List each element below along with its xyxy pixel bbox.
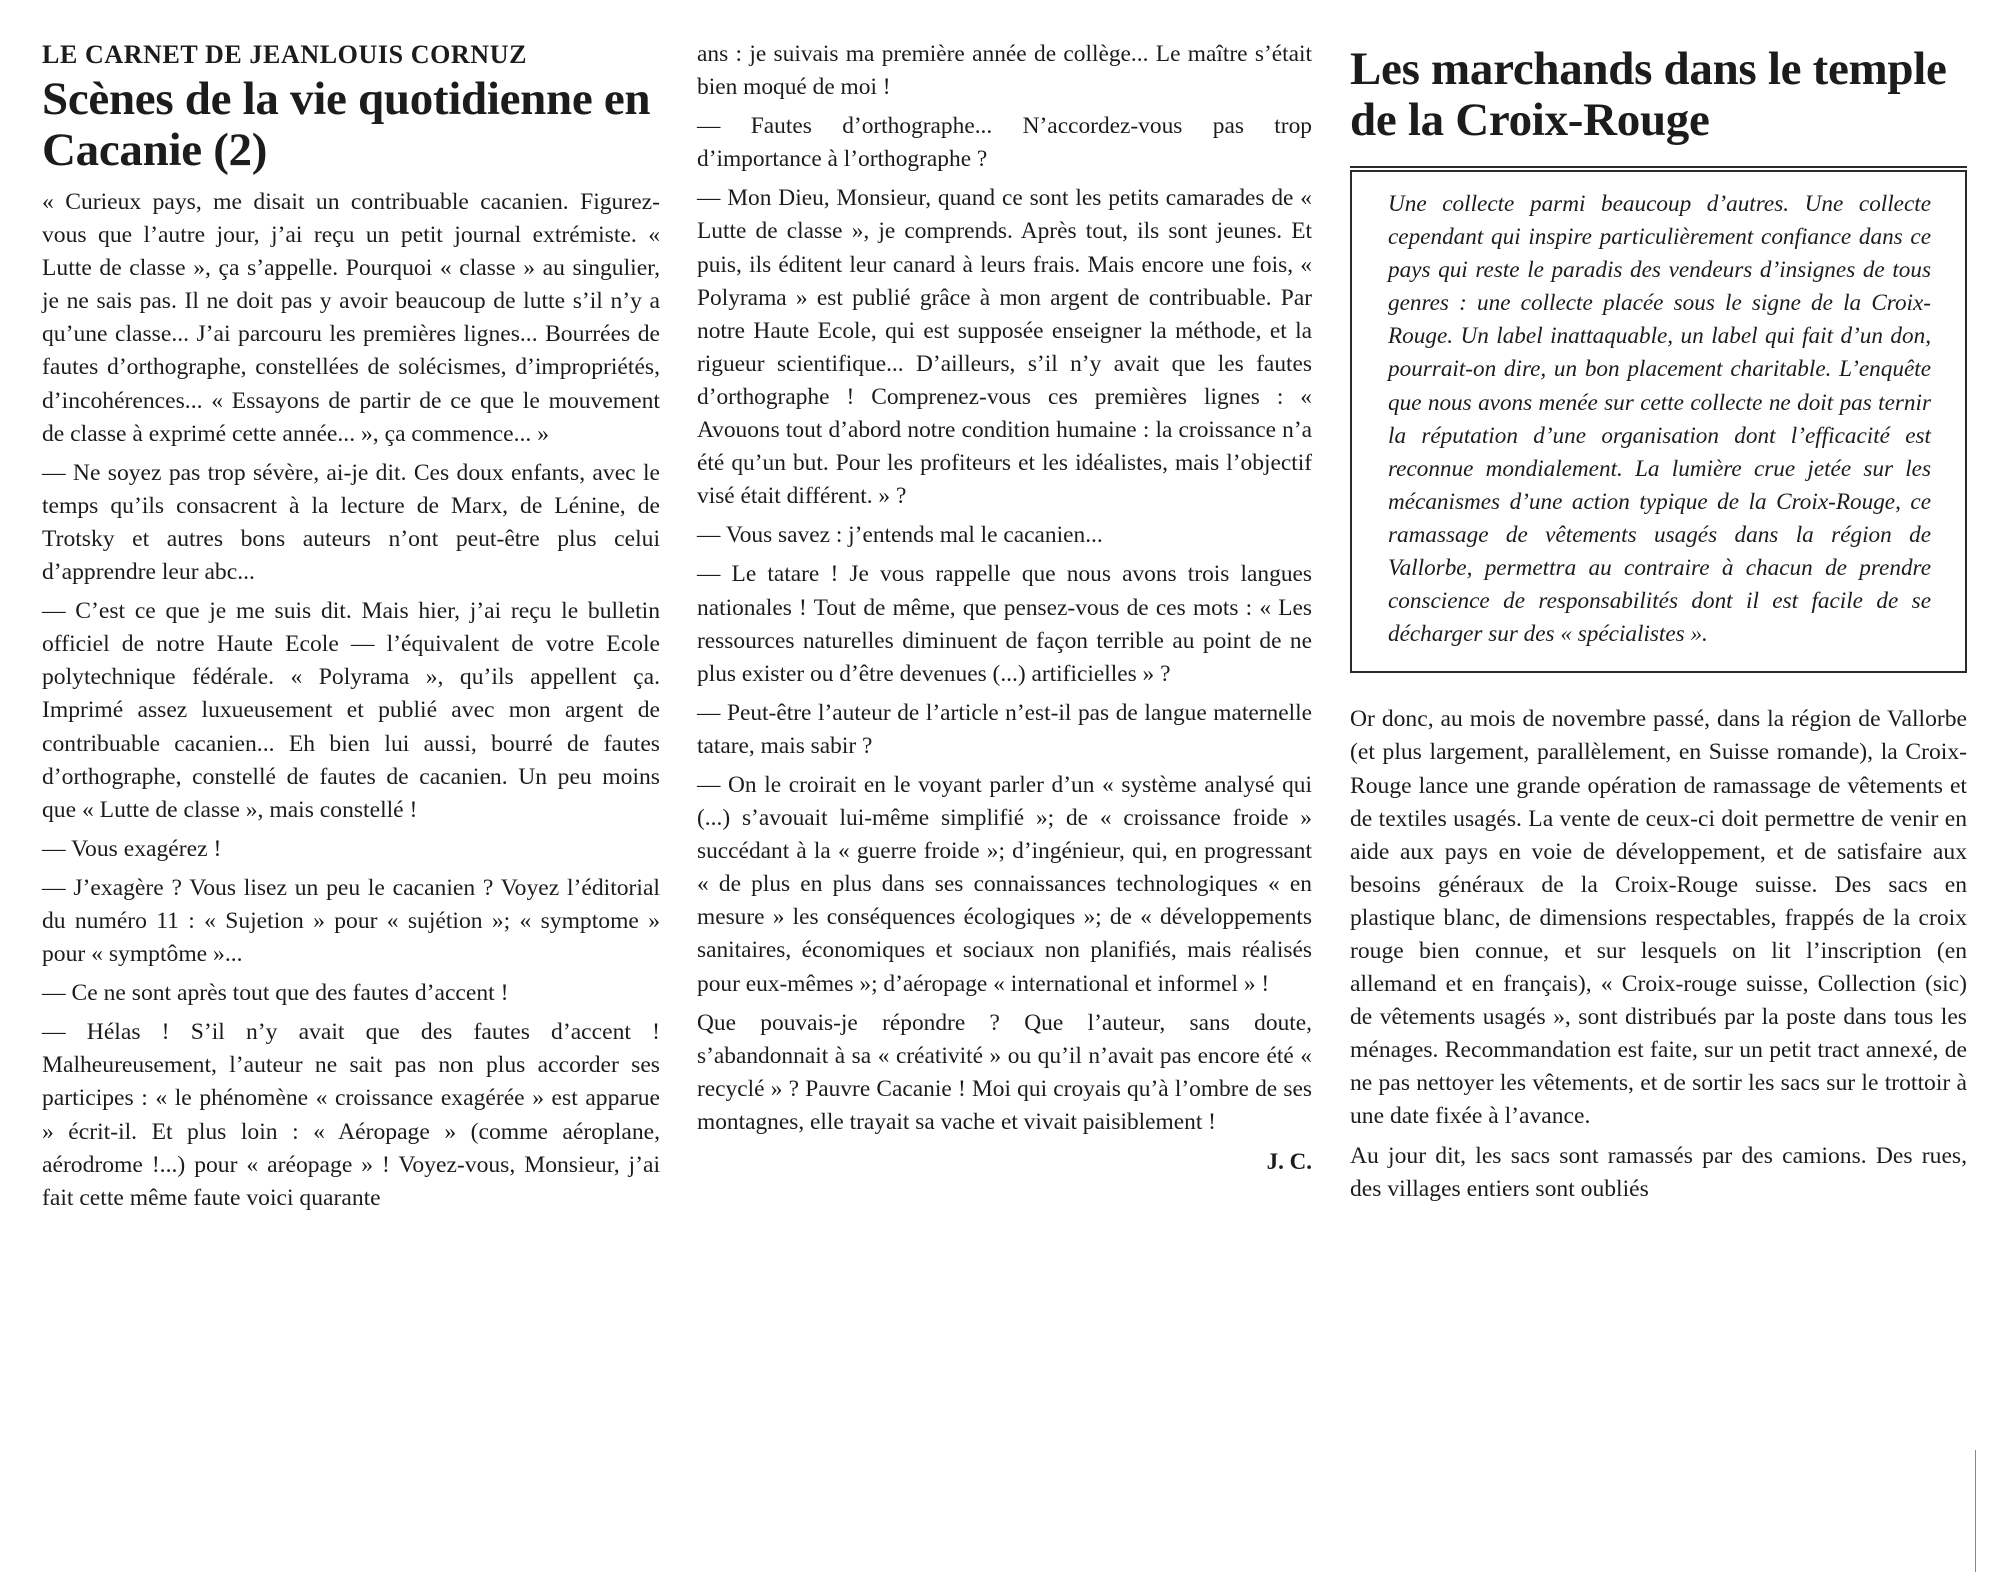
paragraph: — Vous exagérez ! [42, 835, 222, 862]
page-edge-line [1975, 1450, 1976, 1572]
column-kicker: LE CARNET DE JEANLOUIS CORNUZ [42, 40, 528, 69]
article-body-croix-rouge [1350, 703, 1967, 1205]
paragraph: — Ce ne sont après tout que des fautes d’accent ! [42, 980, 509, 1007]
paragraph: — Le tatare ! Je vous rappelle que nous avons trois langues nationales ! Tout de même, que pensez-vous de ces mots : « Les ressources naturelles diminuent de façon terrible au point de ne plus exister ou d’être devenues (...) artificielles » ? [697, 561, 1312, 687]
paragraph: Au jour dit, les sacs sont ramassés par des camions. Des rues, des villages entiers sont oubliés [1350, 1142, 1967, 1202]
paragraph: — Vous savez : j’entends mal le cacanien... [697, 522, 1103, 549]
paragraph: — Fautes d’orthographe... N’accordez-vous pas trop d’importance à l’orthographe ? [697, 113, 1312, 173]
column-right [1350, 38, 1967, 1212]
article-body-cacanie-part2 [697, 38, 1312, 1139]
paragraph: — Mon Dieu, Monsieur, quand ce sont les petits camarades de « Lutte de classe », je comprends. Après tout, ils sont jeunes. Et puis, ils éditent leur canard à leurs frais. Mais encore une fois, « Polyrama » est publié grâce à mon argent de contribuable. Par notre Haute Ecole, qui est supposée enseigner la méthode, et la rigueur scientifique... D’ailleurs, s’il n’y avait que les fautes d’orthographe ! Comprenez-vous ces premières lignes : « Avouons tout d’abord notre condition humaine : la croissance n’a été qu’un but. Pour les profiteurs et les idéalistes, mais l’objectif visé était différent. » ? [697, 185, 1312, 510]
paragraph: — Hélas ! S’il n’y avait que des fautes d’accent ! Malheureusement, l’auteur ne sait pas non plus accorder ses participes : « le phénomène « croissance exagérée » est apparue » écrit-il. Et plus loin : « Aéropage » (comme aéroplane, aérodrome !...) pour « aréopage » ! Voyez-vous, Monsieur, j’ai fait cette même faute voici quarante [42, 1019, 660, 1211]
article-intro-text: Une collecte parmi beaucoup d’autres. Une collecte cependant qui inspire particulièrement confiance dans ce pays qui reste le paradis des vendeurs d’insignes de tous genres : une collecte placée sous le signe de la Croix-Rouge. Un label inattaquable, un label qui fait d’un don, pourrait-on dire, un bon placement charitable. L’enquête que nous avons menée sur cette collecte ne doit pas ternir la réputation d’une organisation dont l’efficacité est reconnue mondialement. La lumière crue jetée sur les mécanismes d’une action typique de la Croix-Rouge, ce ramassage de vêtements usagés dans la région de Vallorbe, permettra au contraire à chacun de prendre conscience de responsabilités dont il est facile de se décharger sur des « spécialistes ». [1388, 191, 1931, 648]
intro-top-rule [1350, 166, 1967, 168]
paragraph: « Curieux pays, me disait un contribuable cacanien. Figurez-vous que l’autre jour, j’ai reçu un petit journal extrémiste. « Lutte de classe », ça s’appelle. Pourquoi « classe » au singulier, je ne sais pas. Il ne doit pas y avoir beaucoup de lutte s’il n’y a qu’une classe... J’ai parcouru les premières lignes... Bourrées de fautes d’orthographe, constellées de solécismes, d’impropriétés, d’incohérences... « Essayons de partir de ce que le mouvement de classe à exprimé cette année... », ça commence... » [42, 189, 660, 447]
article-headline-cacanie: Scènes de la vie quotidienne en Cacanie (2) [42, 73, 651, 176]
paragraph: — Ne soyez pas trop sévère, ai-je dit. Ces doux enfants, avec le temps qu’ils consacrent à la lecture de Marx, de Lénine, de Trotsky et autres bons auteurs n’ont peut-être plus celui d’apprendre leur abc... [42, 459, 660, 586]
paragraph: — Peut-être l’auteur de l’article n’est-il pas de langue maternelle tatare, mais sabir ? [697, 699, 1312, 759]
paragraph: ans : je suivais ma première année de collège... Le maître s’était bien moqué de moi ! [697, 41, 1312, 101]
article-headline-croix-rouge: Les marchands dans le temple de la Croix-Rouge [1350, 43, 1947, 146]
paragraph: — C’est ce que je me suis dit. Mais hier, j’ai reçu le bulletin officiel de notre Haute Ecole — l’équivalent de votre Ecole polytechnique fédérale. « Polyrama », qu’ils appellent ça. Imprimé assez luxueusement et publié avec mon argent de contribuable cacanien... Eh bien lui aussi, bourré de fautes d’orthographe, constellé de fautes de cacanien. Un peu moins que « Lutte de classe », mais constellé ! [42, 598, 660, 823]
article-body-cacanie-part1 [42, 186, 660, 1215]
column-middle [697, 38, 1312, 1178]
paragraph: Or donc, au mois de novembre passé, dans la région de Vallorbe (et plus largement, parallèlement, en Suisse romande), la Croix-Rouge lance une grande opération de ramassage de vêtements et de textiles usagés. La vente de ceux-ci doit permettre de venir en aide aux pays en voie de développement, et de satisfaire aux besoins généraux de la Croix-Rouge suisse. Des sacs en plastique blanc, de dimensions respectables, frappés de la croix rouge bien connue, et sur lesquels on lit l’inscription (en allemand et en français), « Croix-rouge suisse, Collection (sic) de vêtements usagés », sont distribués par la poste dans tous les ménages. Recommandation est faite, sur un petit tract annexé, de ne pas nettoyer les vêtements, et de sortir les sacs sur le trottoir à une date fixée à l’avance. [1350, 706, 1967, 1130]
paragraph: — On le croirait en le voyant parler d’un « système analysé qui (...) s’avouait lui-même simplifié »; de « croissance froide » succédant à la « guerre froide »; d’ingénieur, qui, en progressant « de plus en plus dans ses connaissances technologiques « en mesure » les conséquences écologiques »; de « développements sanitaires, économiques et sociaux non planifiés, mais réalisés pour eux-mêmes »; d’aéropage « international et informel » ! [697, 771, 1312, 997]
paragraph: — J’exagère ? Vous lisez un peu le cacanien ? Voyez l’éditorial du numéro 11 : « Sujetion » pour « sujétion »; « symptome » pour « symptôme »... [42, 874, 660, 968]
paragraph: Que pouvais-je répondre ? Que l’auteur, sans doute, s’abandonnait à sa « créativité » ou qu’il n’avait pas encore été « recyclé » ? Pauvre Cacanie ! Moi qui croyais qu’à l’ombre de ses montagnes, elle trayait sa vache et vivait paisiblement ! [697, 1009, 1312, 1135]
column-left [42, 38, 660, 1221]
article-intro-box [1350, 170, 1967, 673]
author-signature: J. C. [1266, 1149, 1312, 1174]
